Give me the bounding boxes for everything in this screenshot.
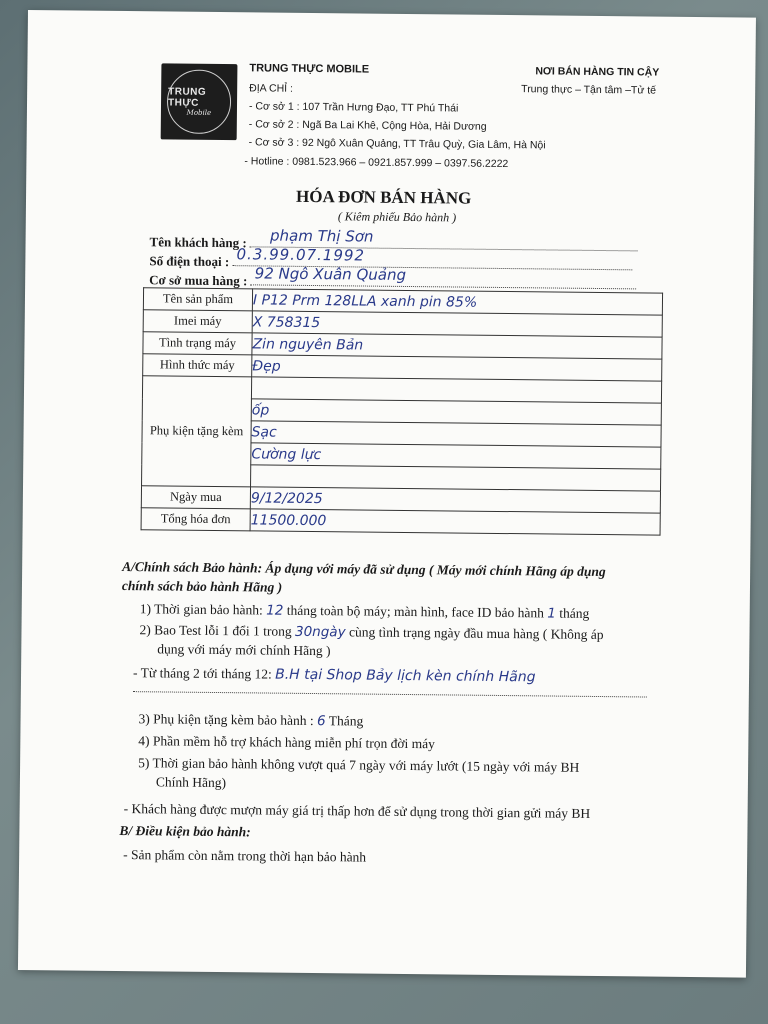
invoice-table xyxy=(141,287,664,535)
invoice-title: HÓA ĐƠN BÁN HÀNG xyxy=(295,186,472,208)
policy-item-4: 4) Phần mềm hỗ trợ khách hàng miễn phí trọn đời máy xyxy=(138,733,436,752)
policy-item-2-days: 30ngày xyxy=(294,623,346,641)
accessory-2: Sạc xyxy=(251,421,661,447)
policy-item-1-screen-months: 1 xyxy=(547,605,557,622)
form-label: Hình thức máy xyxy=(143,354,252,377)
invoice-subtitle: ( Kiêm phiếu Bảo hành ) xyxy=(337,209,457,225)
slogan: Trung thực – Tận tâm –Tử tế xyxy=(521,83,657,97)
form-value: Đẹp xyxy=(252,355,662,381)
branch-3: - Cơ sở 3 : 92 Ngô Xuân Quảng, TT Trâu Quỳ, Gia Lâm, Hà Nội xyxy=(248,136,546,152)
policy-dotted-line xyxy=(133,691,647,697)
accessories-label: Phụ kiện tặng kèm xyxy=(142,376,252,487)
policy-item-2 xyxy=(139,622,603,643)
policy-b-item-1: - Sản phẩm còn nằm trong thời hạn bảo hành xyxy=(123,847,367,865)
product-value: I P12 Prm 128LLA xanh pin 85% xyxy=(252,289,662,315)
policy-item-5: 5) Thời gian bảo hành không vượt quá 7 ngày với máy lướt (15 ngày với máy BH xyxy=(138,755,580,775)
customer-phone-label: Số điện thoại : xyxy=(149,253,230,270)
hotline: - Hotline : 0981.523.966 – 0921.857.999 – 0397.56.2222 xyxy=(244,155,509,171)
total-label: Tổng hóa đơn xyxy=(141,508,250,531)
logo-title: TRUNG THỰC xyxy=(167,86,207,109)
row-accessories-blank xyxy=(142,376,661,403)
shop-logo xyxy=(161,63,238,140)
logo-subtitle: Mobile xyxy=(186,108,212,117)
policy-item-month-a: - Từ tháng 2 tới tháng 12: xyxy=(132,665,272,682)
policy-item-1 xyxy=(140,601,590,622)
condition-label: Tình trạng máy xyxy=(143,332,252,355)
policy-item-1-a: 1) Thời gian bảo hành: xyxy=(139,601,263,618)
policy-item-2-b: cùng tình trạng ngày đầu mua hàng ( Không áp xyxy=(348,624,604,643)
policy-item-5b: Chính Hãng) xyxy=(155,774,227,791)
policy-item-3-months: 6 xyxy=(316,713,326,730)
date-label: Ngày mua xyxy=(141,486,250,509)
policy-item-3-b: Tháng xyxy=(328,713,364,729)
imei-value: X 758315 xyxy=(252,311,662,337)
policy-item-1-months: 12 xyxy=(266,602,284,619)
accessory-3: Cường lực xyxy=(251,443,661,469)
policy-item-6: - Khách hàng được mượn máy giá trị thấp hơn để sử dụng trong thời gian gửi máy BH xyxy=(123,801,591,821)
slogan-title: NƠI BÁN HÀNG TIN CẬY xyxy=(535,65,660,79)
logo-seal xyxy=(167,69,232,134)
accessory-1: ốp xyxy=(251,399,661,425)
imei-label: Imei máy xyxy=(143,310,252,333)
policy-item-2-a: 2) Bao Test lỗi 1 đổi 1 trong xyxy=(139,622,292,639)
store-line xyxy=(251,264,637,289)
branch-2: - Cơ sở 2 : Ngã Ba Lai Khê, Cộng Hòa, Hải Dương xyxy=(248,118,487,133)
policy-item-3 xyxy=(138,711,363,729)
policy-item-month-note: B.H tại Shop Bảy lịch kèn chính Hãng xyxy=(275,666,536,686)
policy-a-heading: A/Chính sách Bảo hành: Áp dụng với máy đã sử dụng ( Máy mới chính Hãng áp dụng xyxy=(122,559,606,580)
policy-item-3-a: 3) Phụ kiện tặng kèm bảo hành : xyxy=(138,711,314,729)
shop-name: TRUNG THỰC MOBILE xyxy=(249,62,370,76)
branch-1: - Cơ sở 1 : 107 Trần Hưng Đạo, TT Phú Thái xyxy=(248,100,459,115)
row-total xyxy=(141,508,660,535)
policy-b-heading: B/ Điều kiện bảo hành: xyxy=(119,823,251,840)
policy-item-1-b: tháng toàn bộ máy; màn hình, face ID bảo hành xyxy=(286,602,545,621)
store-label: Cơ sở mua hàng : xyxy=(149,272,248,289)
date-value: 9/12/2025 xyxy=(250,487,660,513)
invoice-paper xyxy=(18,10,756,978)
policy-item-1-c: tháng xyxy=(559,605,590,621)
policy-item-2-c: dụng với máy mới chính Hãng ) xyxy=(157,641,331,659)
address-label: ĐỊA CHỈ : xyxy=(249,82,294,95)
policy-item-month xyxy=(133,665,536,685)
product-label: Tên sản phẩm xyxy=(143,288,252,311)
condition-value: Zin nguyên Bản xyxy=(252,333,662,359)
customer-name-label: Tên khách hàng : xyxy=(149,234,247,251)
customer-phone-value: 0.3.99.07.1992 xyxy=(236,245,366,265)
policy-a-heading-2: chính sách bảo hành Hãng ) xyxy=(121,578,283,595)
store-value: 92 Ngô Xuân Quảng xyxy=(254,264,407,284)
customer-name-value: phạm Thị Sơn xyxy=(269,226,374,246)
total-value: 11500.000 xyxy=(250,509,660,535)
